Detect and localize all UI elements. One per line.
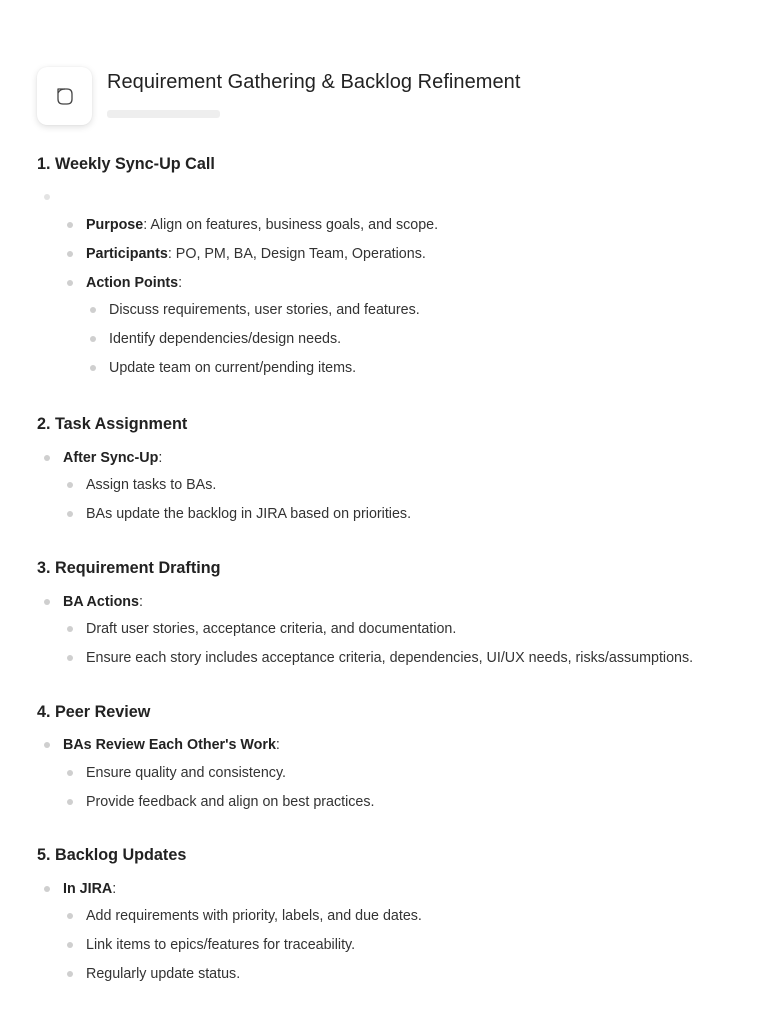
bullet-icon — [44, 742, 50, 748]
item-text: BAs update the backlog in JIRA based on priorities. — [86, 506, 412, 522]
bullet-icon — [67, 280, 73, 286]
bullet-icon — [90, 307, 96, 313]
item-text: Regularly update status. — [86, 966, 241, 982]
bullet-icon — [67, 971, 73, 977]
bullet-icon — [67, 913, 73, 919]
bullet-icon — [67, 770, 73, 776]
list-subitem — [109, 330, 341, 348]
list-item — [63, 593, 143, 611]
bullet-icon — [67, 655, 73, 661]
item-text: Ensure quality and consistency. — [86, 765, 287, 781]
bullet-icon — [67, 222, 73, 228]
list-subitem — [86, 649, 693, 667]
item-text: : — [112, 881, 117, 897]
list-item — [86, 216, 438, 234]
list-subitem — [86, 936, 355, 954]
title-subtext-placeholder — [107, 110, 220, 118]
item-text: : Align on features, business goals, and scope. — [143, 217, 439, 233]
item-label: Action Points — [86, 275, 179, 291]
item-text: : — [275, 737, 280, 753]
document-header — [37, 67, 737, 127]
item-label: Purpose — [86, 217, 144, 233]
item-text: Add requirements with priority, labels, and due dates. — [86, 908, 422, 924]
item-text: Identify dependencies/design needs. — [109, 331, 342, 347]
list-subitem — [109, 359, 356, 377]
list-subitem — [86, 764, 286, 782]
bullet-icon — [67, 942, 73, 948]
item-text: Link items to epics/features for traceability. — [86, 937, 356, 953]
list-subitem — [86, 907, 422, 925]
bullet-icon — [44, 886, 50, 892]
page-title[interactable]: Requirement Gathering & Backlog Refinement — [107, 71, 521, 93]
empty-list-item[interactable] — [44, 194, 50, 200]
list-item — [63, 880, 116, 898]
item-text: Update team on current/pending items. — [109, 360, 357, 376]
item-label: Participants — [86, 246, 168, 262]
item-text: Ensure each story includes acceptance criteria, dependencies, UI/UX needs, risks/assumptions. — [86, 650, 694, 666]
item-label: After Sync-Up — [63, 450, 159, 466]
list-subitem — [86, 965, 240, 983]
section-heading-requirement-drafting: 3. Requirement Drafting — [37, 559, 221, 577]
section-heading-backlog-updates: 5. Backlog Updates — [37, 846, 187, 864]
list-item — [63, 736, 280, 754]
item-text: : PO, PM, BA, Design Team, Operations. — [167, 246, 426, 262]
list-subitem — [109, 301, 420, 319]
bullet-icon — [67, 799, 73, 805]
section-heading-peer-review: 4. Peer Review — [37, 703, 151, 721]
item-text: Discuss requirements, user stories, and features. — [109, 302, 420, 318]
bullet-icon — [44, 455, 50, 461]
bullet-icon — [67, 626, 73, 632]
list-item — [86, 245, 426, 263]
item-text: : — [139, 594, 143, 610]
section-heading-task-assignment: 2. Task Assignment — [37, 415, 188, 433]
page-icon-button[interactable] — [37, 67, 92, 125]
item-text: Assign tasks to BAs. — [86, 477, 217, 493]
bullet-icon — [90, 365, 96, 371]
item-label: BAs Review Each Other's Work — [63, 737, 276, 753]
list-subitem — [86, 505, 411, 523]
document-page-icon — [54, 85, 76, 107]
bullet-icon — [67, 482, 73, 488]
item-label: In JIRA — [63, 881, 113, 897]
list-subitem — [86, 476, 216, 494]
item-text: Provide feedback and align on best practices. — [86, 794, 375, 810]
item-text: : — [158, 450, 163, 466]
item-text: : — [178, 275, 183, 291]
bullet-icon — [90, 336, 96, 342]
list-item — [63, 449, 162, 467]
bullet-icon — [67, 251, 73, 257]
bullet-icon — [44, 599, 50, 605]
section-heading-weekly-sync: 1. Weekly Sync-Up Call — [37, 155, 215, 173]
list-subitem — [86, 620, 456, 638]
list-subitem — [86, 793, 375, 811]
bullet-icon — [67, 511, 73, 517]
item-label: BA Actions — [63, 594, 139, 610]
item-text: Draft user stories, acceptance criteria, and documentation. — [86, 621, 457, 637]
list-item — [86, 274, 182, 292]
